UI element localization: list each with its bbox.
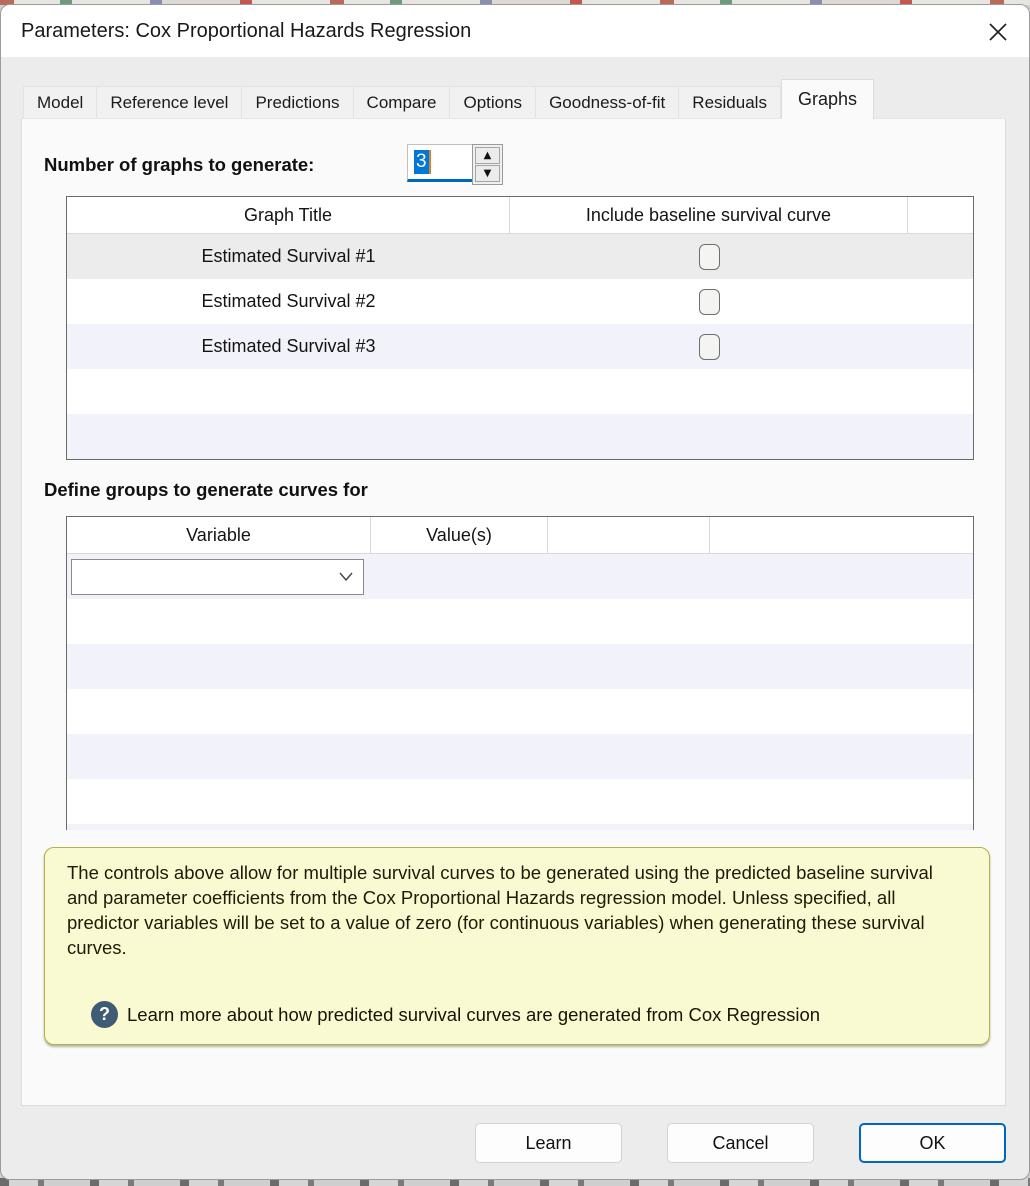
graph-table-header — [67, 197, 973, 234]
graph-title-cell[interactable]: Estimated Survival #3 — [201, 336, 376, 356]
tab-graphs[interactable]: Graphs — [781, 79, 874, 119]
table-row — [67, 279, 973, 324]
table-row — [67, 554, 973, 599]
column-header-extra — [548, 517, 710, 553]
chevron-down-icon — [339, 572, 353, 581]
empty-row — [67, 414, 973, 459]
graph-titles-table — [66, 196, 974, 460]
table-row — [67, 324, 973, 369]
empty-row — [67, 779, 973, 824]
tab-options[interactable]: Options — [449, 86, 535, 119]
tab-residuals[interactable]: Residuals — [678, 86, 781, 119]
include-baseline-checkbox[interactable] — [699, 244, 720, 270]
tab-strip — [23, 79, 874, 119]
learn-button[interactable]: Learn — [475, 1123, 622, 1163]
graph-count-spinner — [407, 144, 503, 185]
learn-more-link[interactable] — [91, 1001, 820, 1028]
variable-dropdown[interactable] — [71, 559, 364, 595]
tab-model[interactable]: Model — [23, 86, 96, 119]
info-box — [44, 847, 990, 1045]
groups-table-header — [67, 517, 973, 554]
cancel-button[interactable]: Cancel — [667, 1123, 814, 1163]
column-header-values: Value(s) — [371, 517, 548, 553]
column-header-variable: Variable — [67, 517, 371, 553]
title-bar — [1, 5, 1029, 57]
include-baseline-cell — [510, 244, 908, 270]
info-paragraph: The controls above allow for multiple survival curves to be generated using the predicted baseline survival and parameter coefficients from the Cox Proportional Hazards regression model. Unless specified, all predictor variables will be set to a value of zero (for continuous variables) when generating these survival curves. — [67, 862, 933, 958]
spinner-buttons — [472, 144, 503, 185]
include-baseline-checkbox[interactable] — [699, 289, 720, 315]
tab-compare[interactable]: Compare — [353, 86, 450, 119]
tab-predictions[interactable]: Predictions — [241, 86, 352, 119]
graph-count-label: Number of graphs to generate: — [44, 154, 315, 175]
empty-row — [67, 689, 973, 734]
learn-more-text: Learn more about how predicted survival curves are generated from Cox Regression — [127, 1003, 821, 1025]
tab-reference-level[interactable]: Reference level — [96, 86, 241, 119]
empty-row — [67, 734, 973, 779]
groups-table — [66, 516, 974, 830]
graphs-tab-panel — [21, 118, 1006, 1106]
empty-row — [67, 369, 973, 414]
table-row — [67, 234, 973, 279]
close-icon[interactable] — [983, 17, 1013, 47]
parameters-dialog — [0, 4, 1030, 1180]
partial-row — [67, 824, 973, 830]
spin-up-icon[interactable]: ▲ — [475, 147, 500, 164]
spin-down-icon[interactable]: ▼ — [475, 165, 500, 182]
graph-count-value: 3 — [416, 151, 427, 172]
groups-section-heading: Define groups to generate curves for — [44, 479, 368, 500]
column-header-include-baseline: Include baseline survival curve — [510, 197, 908, 233]
column-header-extra — [908, 197, 973, 233]
include-baseline-checkbox[interactable] — [699, 334, 720, 360]
empty-row — [67, 599, 973, 644]
graph-count-input[interactable] — [407, 144, 473, 182]
text-caret — [429, 150, 431, 174]
ok-button[interactable]: OK — [859, 1123, 1006, 1163]
include-baseline-cell — [510, 289, 908, 315]
column-header-extra — [710, 517, 973, 553]
help-question-icon: ? — [91, 1001, 118, 1028]
column-header-graph-title: Graph Title — [67, 197, 510, 233]
empty-row — [67, 644, 973, 689]
include-baseline-cell — [510, 334, 908, 360]
graph-title-cell[interactable]: Estimated Survival #1 — [201, 246, 376, 266]
graph-title-cell[interactable]: Estimated Survival #2 — [201, 291, 376, 311]
tab-goodness-of-fit[interactable]: Goodness-of-fit — [535, 86, 678, 119]
dialog-title: Parameters: Cox Proportional Hazards Regression — [21, 19, 472, 42]
